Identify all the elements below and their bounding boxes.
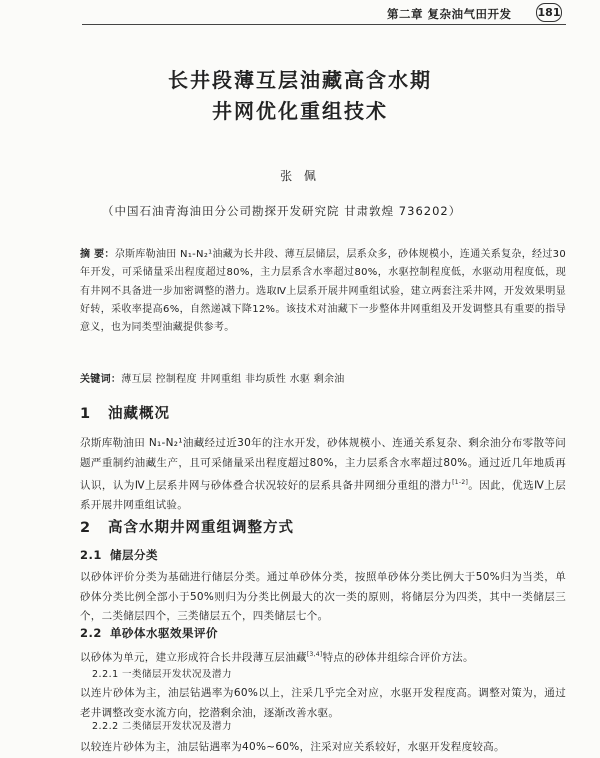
subsection-2-1-paragraph: 以砂体评价分类为基础进行储层分类。通过单砂体分类，按照单砂体分类比例大于50%归为当类，单砂体分类比例全部小于50%则归为分类比例最大的次一类的原则，将储层分为四类，其中一类储层三个，二类储层四个，三类储层五个，四类储层七个。 xyxy=(80,571,566,622)
subsubsection-2-2-1-heading: 2.2.1 一类储层开发状况及潜力 xyxy=(92,669,233,680)
subsection-2-2-heading: 2.2 单砂体水驱效果评价 xyxy=(80,626,218,640)
subsubsection-2-2-2-paragraph: 以较连片砂体为主，油层钻遇率为40%~60%，注采对应关系较好，水驱开发程度较高。 xyxy=(80,741,505,753)
section-1-title: 油藏概况 xyxy=(108,406,170,422)
section-1-heading xyxy=(80,402,170,423)
citation: [3,4] xyxy=(306,651,323,658)
paper-title-line-2: 井网优化重组技术 xyxy=(212,99,388,123)
subsection-2-2-paragraph: 以砂体为单元，建立形成符合长井段薄互层油藏[3,4]特点的砂体井组综合评价方法。 xyxy=(80,651,474,664)
affiliation: （中国石油青海油田分公司勘探开发研究院 甘肃敦煌 736202） xyxy=(102,204,462,218)
page-number: 181 xyxy=(536,3,562,22)
abstract-label: 摘 要： xyxy=(80,249,115,260)
keywords xyxy=(80,370,345,385)
keywords-text: 薄互层 控制程度 井网重组 非均质性 水驱 剩余油 xyxy=(121,374,345,385)
citation: [1-2] xyxy=(452,479,469,486)
section-2-number: 2 xyxy=(80,520,92,536)
subsection-2-1-heading: 2.1 储层分类 xyxy=(80,548,158,562)
section-2-title: 高含水期井网重组调整方式 xyxy=(108,520,294,536)
abstract xyxy=(80,246,566,337)
section-1-paragraph: 尕斯库勒油田 N₁-N₂¹油藏经过近30年的注水开发，砂体规模小、连通关系复杂、剩余油分布零散等问题严重制约油藏生产，且可采储量采出程度超过80%，主力层系含水率超过80%。通过近几年地质再认识，认为Ⅳ上层系井网与砂体叠合状况较好的层系具备井网细分重组的潜力[1-2]。因此，优选Ⅳ上层系开展井网重组试验。 xyxy=(80,437,566,511)
section-2-heading xyxy=(80,516,294,537)
subsubsection-2-2-2-heading: 2.2.2 二类储层开发状况及潜力 xyxy=(92,721,233,732)
paper-title-line-1: 长井段薄互层油藏高含水期 xyxy=(168,68,432,92)
abstract-text: 尕斯库勒油田 N₁-N₂¹油藏为长井段、薄互层储层，层系众多，砂体规模小，连通关系复杂，经过30年开发，可采储量采出程度超过80%，主力层系含水率超过80%，水驱控制程度低，水驱动用程度低，现有井网不具备进一步加密调整的潜力。选取Ⅳ上层系开展井网重组试验，建立两套注采井网，开发效果明显好转，采收率提高6%，自然递减下降12%。该技术对油藏下一步整体井网重组及开发调整具有重要的指导意义，也为同类型油藏提供参考。 xyxy=(80,249,566,334)
section-1-number: 1 xyxy=(80,406,92,422)
keywords-label: 关键词： xyxy=(80,374,122,385)
header-rule xyxy=(82,24,566,25)
author: 张 佩 xyxy=(280,169,320,183)
chapter-header: 第二章 复杂油气田开发 xyxy=(387,7,512,21)
subsubsection-2-2-1-paragraph: 以连片砂体为主，油层钻遇率为60%以上，注采几乎完全对应，水驱开发程度高。调整对策为，通过老井调整改变水流方向，挖潜剩余油，逐渐改善水驱。 xyxy=(80,687,566,719)
